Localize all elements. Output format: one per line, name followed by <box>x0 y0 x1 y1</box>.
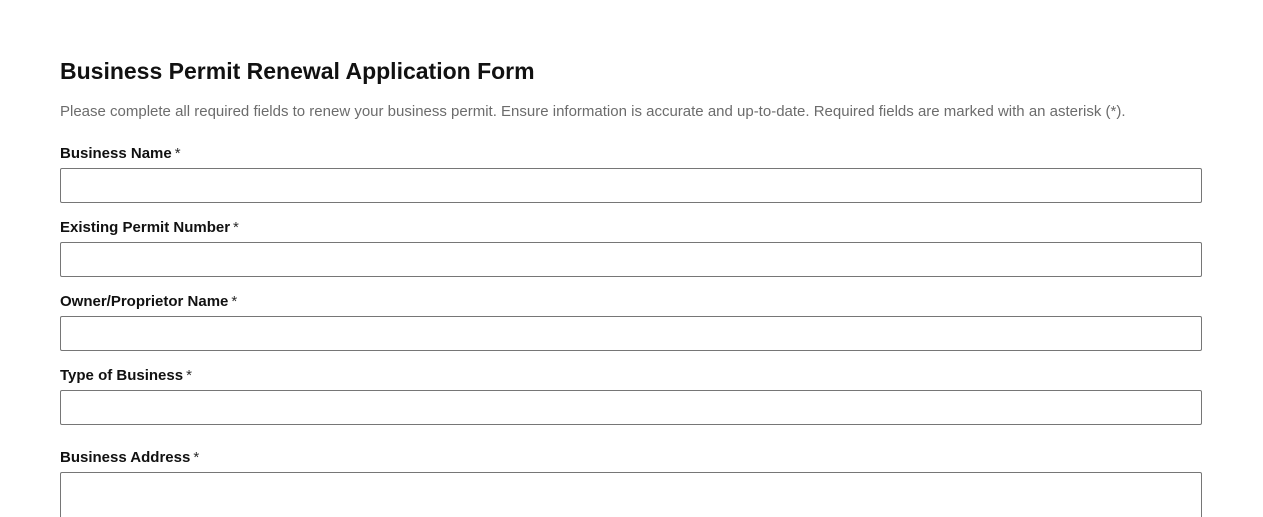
business-name-input[interactable] <box>60 168 1202 203</box>
owner-proprietor-name-label-text: Owner/Proprietor Name <box>60 293 229 310</box>
business-name-label <box>60 145 1202 163</box>
required-asterisk: * <box>233 219 239 236</box>
business-address-label <box>60 449 1202 467</box>
owner-proprietor-name-label <box>60 293 1202 311</box>
required-asterisk: * <box>186 367 192 384</box>
required-asterisk: * <box>193 449 200 466</box>
existing-permit-number-label <box>60 219 1202 237</box>
type-of-business-label-text: Type of Business <box>60 367 184 384</box>
business-name-label-text: Business Name <box>60 145 172 162</box>
existing-permit-number-input[interactable] <box>60 242 1202 277</box>
type-of-business-input[interactable] <box>60 390 1202 425</box>
field-existing-permit-number <box>60 219 1202 277</box>
owner-proprietor-name-input[interactable] <box>60 316 1202 351</box>
field-business-name <box>60 145 1202 203</box>
business-address-label-text: Business Address <box>60 449 191 466</box>
type-of-business-label <box>60 367 1202 385</box>
field-business-address <box>60 449 1202 517</box>
field-owner-proprietor-name <box>60 293 1202 351</box>
permit-renewal-form <box>60 145 1202 517</box>
required-asterisk: * <box>174 145 181 162</box>
required-asterisk: * <box>231 293 238 310</box>
field-type-of-business <box>60 367 1202 425</box>
business-address-input[interactable] <box>60 472 1202 517</box>
page-title: Business Permit Renewal Application Form <box>60 58 535 84</box>
form-description: Please complete all required fields to renew your business permit. Ensure information is accurate and up-to-date. Required fields are marked with an asterisk (*). <box>60 103 1126 120</box>
existing-permit-number-label-text: Existing Permit Number <box>60 219 231 236</box>
